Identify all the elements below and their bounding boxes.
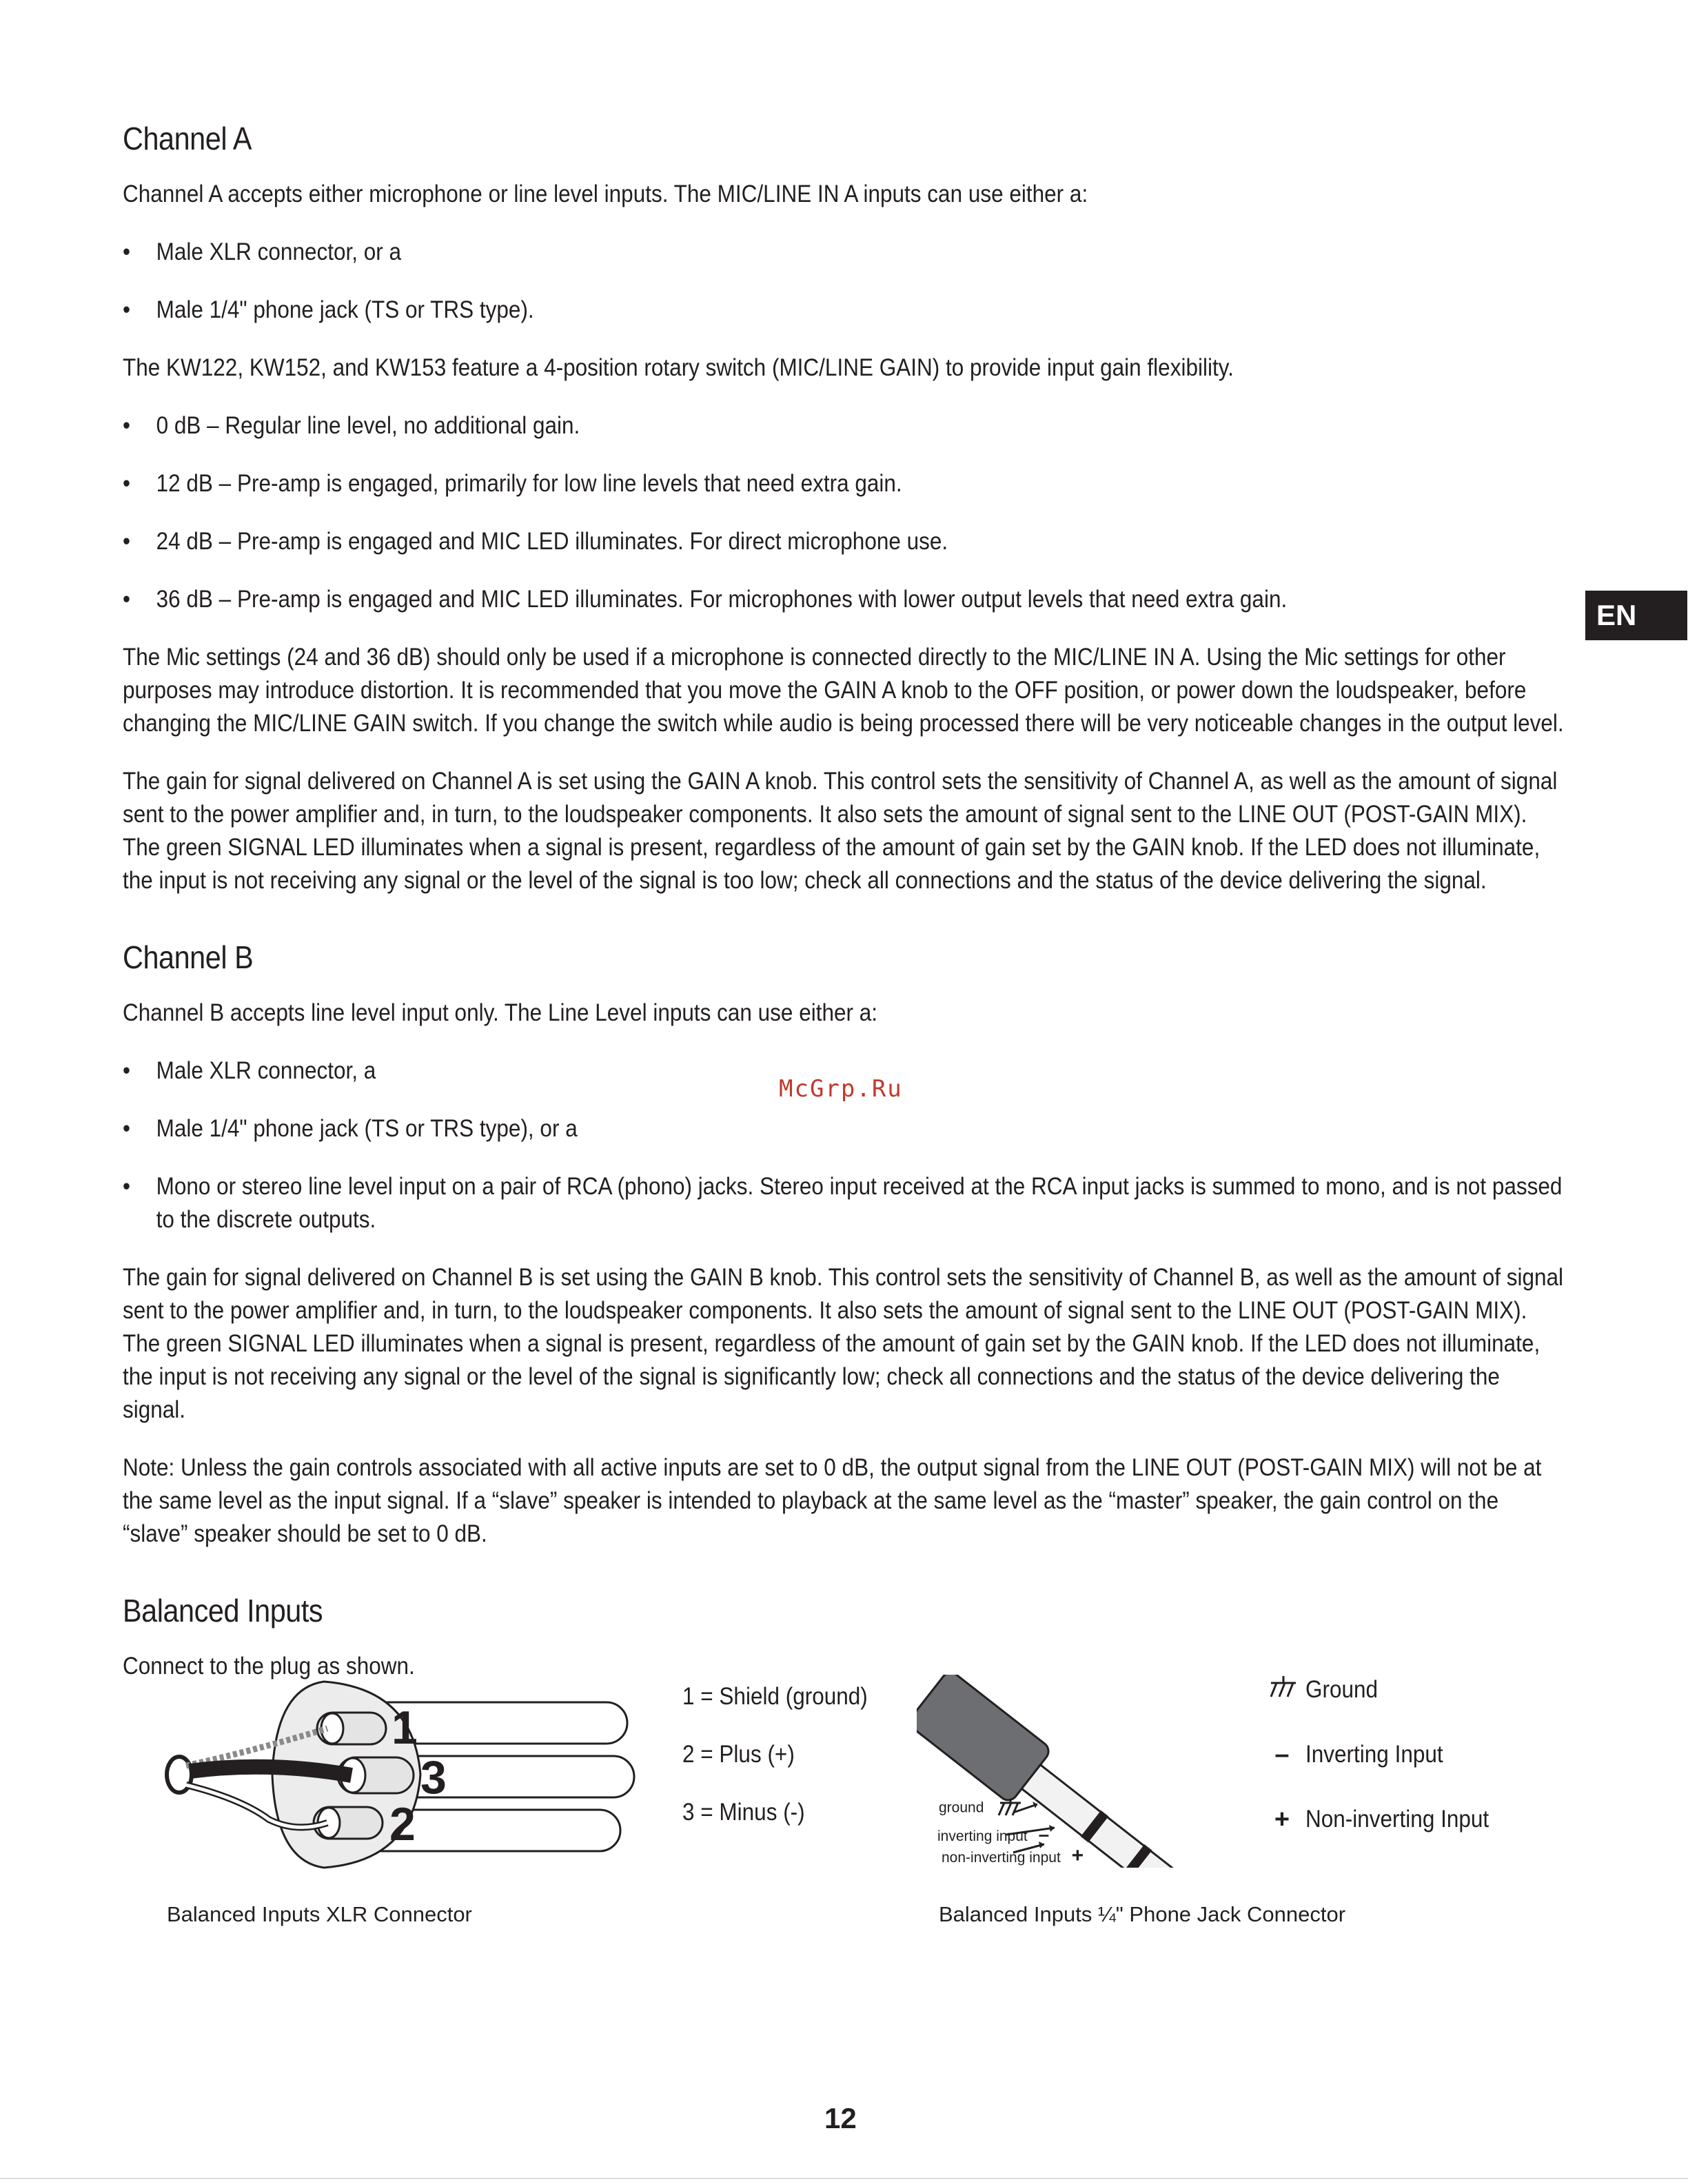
watermark: McGrp.Ru — [779, 1075, 903, 1103]
jack-ground-text: ground — [939, 1799, 984, 1816]
xlr-connector-diagram — [159, 1675, 641, 1881]
legend-label: Ground — [1305, 1676, 1379, 1703]
gain-settings-list — [123, 409, 1568, 616]
language-tab: EN — [1585, 591, 1687, 640]
legend-row-non-inverting — [1268, 1803, 1509, 1836]
channel-b-intro: Channel B accepts line level input only. The Line Level inputs can use either a: — [123, 999, 878, 1026]
list-item: 3 = Minus (-) — [682, 1799, 805, 1826]
xlr-pin-list — [682, 1680, 888, 1854]
mic-settings-note: The Mic settings (24 and 36 dB) should only be used if a microphone is connected directly to the MIC/LINE IN A. Using the Mic settings for other purposes may introduce distortion. It is recommended that you move the GAIN A knob to the OFF position, or power down the loudspeaker, before changing the MIC/LINE GAIN switch. If you change the switch while audio is being processed there will be very noticeable changes in the output level. — [123, 644, 1564, 737]
balanced-inputs-intro: Connect to the plug as shown. — [123, 1653, 415, 1680]
minus-icon: – — [1038, 1824, 1050, 1845]
list-item: 1 = Shield (ground) — [682, 1683, 868, 1710]
page-content — [123, 110, 1570, 1708]
xlr-pin-3-label: 3 — [420, 1751, 447, 1804]
ground-icon — [1268, 1676, 1299, 1698]
legend-label: Non-inverting Input — [1305, 1806, 1489, 1833]
xlr-caption: Balanced Inputs XLR Connector — [167, 1902, 472, 1926]
xlr-pin-1-label: 1 — [392, 1702, 418, 1754]
jack-legend — [1268, 1673, 1509, 1868]
jack-caption: Balanced Inputs ¼" Phone Jack Connector — [939, 1902, 1346, 1926]
list-item: • Male XLR connector, or a — [123, 236, 1568, 269]
list-item: • Male 1/4" phone jack (TS or TRS type), or a — [123, 1112, 1568, 1145]
list-item: • 0 dB – Regular line level, no additional gain. — [123, 409, 1568, 442]
jack-inverting-label — [937, 1824, 1049, 1846]
ground-icon — [993, 1799, 1024, 1818]
list-item: • Male 1/4" phone jack (TS or TRS type). — [123, 294, 1568, 327]
channel-a-connector-list — [123, 236, 1568, 327]
legend-row-ground — [1268, 1673, 1509, 1706]
channel-b-connector-list — [123, 1054, 1568, 1236]
legend-row-inverting — [1268, 1738, 1509, 1771]
list-item: • 24 dB – Pre-amp is engaged and MIC LED illuminates. For direct microphone use. — [123, 525, 1568, 558]
plus-icon: + — [1274, 1804, 1290, 1834]
channel-a-heading: Channel A — [123, 121, 252, 156]
jack-non-inverting-label — [942, 1844, 1084, 1868]
list-item: • Male XLR connector, a — [123, 1054, 1568, 1088]
jack-ground-label — [939, 1799, 1024, 1818]
jack-non-inverting-text: non-inverting input — [942, 1850, 1061, 1866]
list-item: • 12 dB – Pre-amp is engaged, primarily for low line levels that need extra gain. — [123, 467, 1568, 500]
footer-divider — [0, 2178, 1688, 2179]
channel-a-switch-intro: The KW122, KW152, and KW153 feature a 4-position rotary switch (MIC/LINE GAIN) to provide input gain flexibility. — [123, 354, 1234, 381]
xlr-pin-2-label: 2 — [389, 1798, 416, 1850]
channel-a-gain-paragraph: The gain for signal delivered on Channel A is set using the GAIN A knob. This control sets the sensitivity of Channel A, as well as the amount of signal sent to the power amplifier and, in turn, to the loudspeaker components. It also sets the amount of signal sent to the LINE OUT (POST-GAIN MIX). The green SIGNAL LED illuminates when a signal is present, regardless of the amount of gain set by the GAIN knob. If the LED does not illuminate, the input is not receiving any signal or the level of the signal is too low; check all connections and the status of the device delivering the signal. — [123, 768, 1558, 894]
list-item: • 36 dB – Pre-amp is engaged and MIC LED illuminates. For microphones with lower output levels that need extra gain. — [123, 583, 1568, 616]
plus-icon: + — [1071, 1844, 1084, 1867]
channel-b-gain-paragraph: The gain for signal delivered on Channel B is set using the GAIN B knob. This control sets the sensitivity of Channel B, as well as the amount of signal sent to the power amplifier and, in turn, to the loudspeaker components. It also sets the amount of signal sent to the LINE OUT (POST-GAIN MIX). The green SIGNAL LED illuminates when a signal is present, regardless of the amount of gain set by the GAIN knob. If the LED does not illuminate, the input is not receiving any signal or the level of the signal is significantly low; check all connections and the status of the device delivering the signal. — [123, 1264, 1564, 1423]
balanced-inputs-heading: Balanced Inputs — [123, 1593, 323, 1629]
jack-inverting-text: inverting input — [937, 1828, 1028, 1844]
legend-label: Inverting Input — [1305, 1741, 1443, 1768]
minus-icon: – — [1274, 1739, 1290, 1769]
list-item: 2 = Plus (+) — [682, 1741, 795, 1768]
channel-a-intro: Channel A accepts either microphone or line level inputs. The MIC/LINE IN A inputs can use either a: — [123, 181, 1088, 207]
list-item: • Mono or stereo line level input on a pair of RCA (phono) jacks. Stereo input received at the RCA input jacks is summed to mono, and is not passed to the discrete outputs. — [123, 1170, 1568, 1236]
page-number: 12 — [824, 2102, 857, 2134]
channel-b-heading: Channel B — [123, 939, 254, 975]
gain-note: Note: Unless the gain controls associated with all active inputs are set to 0 dB, the output signal from the LINE OUT (POST-GAIN MIX) will not be at the same level as the input signal. If a “slave” speaker is intended to playback at the same level as the “master” speaker, the gain control on the “slave” speaker should be set to 0 dB. — [123, 1454, 1542, 1547]
